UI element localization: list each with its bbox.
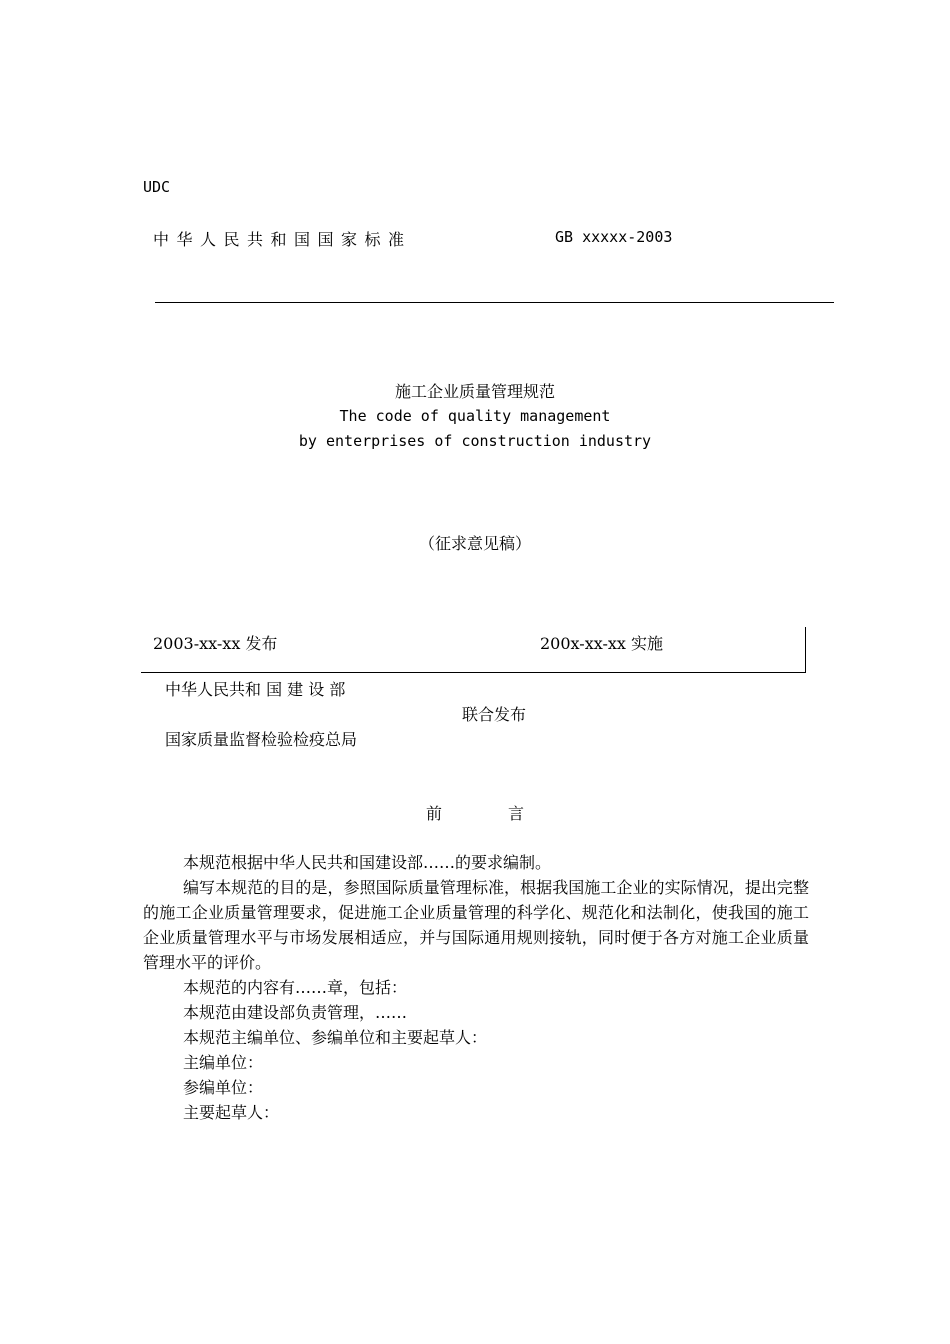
title-chinese: 施工企业质量管理规范 bbox=[394, 382, 555, 401]
title-english-line1: The code of quality management bbox=[339, 407, 611, 425]
foreword-paragraph: 本规范主编单位、参编单位和主要起草人： bbox=[183, 1028, 488, 1047]
foreword-heading bbox=[0, 801, 950, 824]
foreword-heading-char1: 前 bbox=[425, 804, 442, 823]
foreword-paragraph: 本规范由建设部负责管理，…… bbox=[183, 1003, 408, 1022]
publish-date: 2003-xx-xx 发布 bbox=[153, 634, 278, 653]
standard-code: GB xxxxx-2003 bbox=[555, 228, 673, 246]
header-divider bbox=[155, 302, 834, 303]
foreword-paragraph: 本规范的内容有……章，包括： bbox=[183, 978, 408, 997]
foreword-paragraph: 编写本规范的目的是，参照国际质量管理标准，根据我国施工企业的实际情况，提出完整的施工企业质量管理要求，促进施工企业质量管理的科学化、规范化和法制化，使我国的施工企业质量管理水平与市场发展相适应，并与国际通用规则接轨，同时便于各方对施工企业质量管理水平的评价。 bbox=[143, 878, 809, 972]
chief-unit-line: 主编单位： bbox=[183, 1053, 264, 1072]
participating-unit-line: 参编单位： bbox=[183, 1078, 264, 1097]
foreword-paragraph: 本规范根据中华人民共和国建设部……的要求编制。 bbox=[183, 853, 552, 872]
issuer-ministry: 中华人民共和 国 建 设 部 bbox=[165, 680, 346, 699]
drafters-line: 主要起草人： bbox=[183, 1103, 280, 1122]
udc-label: UDC bbox=[143, 178, 171, 196]
effective-date: 200x-xx-xx 实施 bbox=[540, 634, 663, 653]
title-block bbox=[0, 380, 950, 454]
joint-issue-label: 联合发布 bbox=[462, 705, 527, 724]
issuer-aqsiq: 国家质量监督检验检疫总局 bbox=[165, 730, 358, 749]
national-standard-label: 中华人民共和国国家标准 bbox=[153, 230, 412, 249]
foreword-body bbox=[143, 850, 809, 1125]
title-english-line2: by enterprises of construction industry bbox=[298, 432, 652, 450]
foreword-heading-char2: 言 bbox=[508, 804, 525, 823]
draft-note: （征求意见稿） bbox=[418, 534, 531, 553]
